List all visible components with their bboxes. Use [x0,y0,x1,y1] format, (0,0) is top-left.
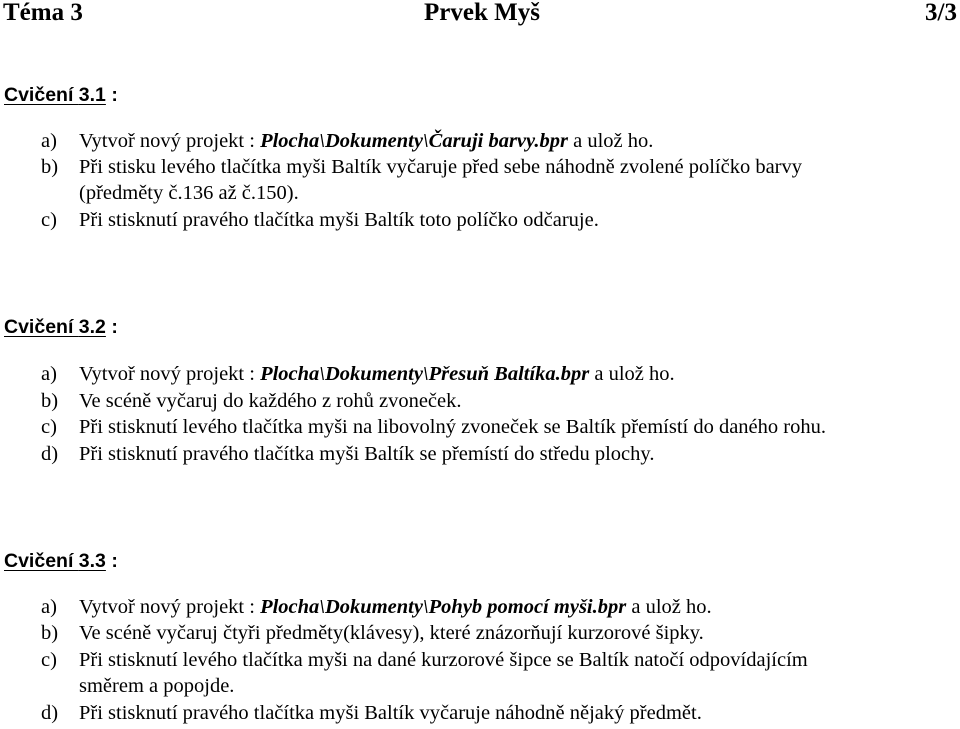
item-label: c) [41,649,57,671]
item-label: c) [41,209,57,231]
item-label: b) [41,622,59,644]
exercise-heading-3-1: Cvičení 3.1 : [4,84,118,106]
item-text: Při stisknutí pravého tlačítka myši Baltík toto políčko odčaruje. [79,209,599,231]
project-path: Plocha\Dokumenty\ [260,363,429,385]
item-text: Při stisknutí pravého tlačítka myši Baltík se přemístí do středu plochy. [79,443,655,465]
item-text: Vytvoř nový projekt : Plocha\Dokumenty\Čaruji barvy.bpr a ulož ho. [79,130,654,152]
item-text: Při stisknutí pravého tlačítka myši Baltík vyčaruje náhodně nějaký předmět. [79,702,702,724]
item-label: d) [41,702,59,724]
item-text: Při stisknutí levého tlačítka myši na dané kurzorové šipce se Baltík natočí odpovídajícím [79,649,808,671]
exercise-3-1-item-b-continuation: (předměty č.136 až č.150). [79,182,299,204]
exercise-heading-3-3: Cvičení 3.3 : [4,550,118,572]
item-text: Při stisku levého tlačítka myši Baltík vyčaruje před sebe náhodně zvolené políčko barvy [79,156,802,178]
project-file: Přesuň Baltíka.bpr [428,363,590,385]
item-label: c) [41,416,57,438]
item-text: Vytvoř nový projekt : Plocha\Dokumenty\Pohyb pomocí myši.bpr a ulož ho. [79,596,712,618]
item-label: a) [41,130,57,152]
header-topic: Téma 3 [3,0,83,26]
item-label: b) [41,390,59,412]
project-path: Plocha\Dokumenty\ [260,596,429,618]
project-file: Pohyb pomocí myši.bpr [428,596,627,618]
item-label: d) [41,443,59,465]
item-label: b) [41,156,59,178]
item-label: a) [41,363,57,385]
item-text: Ve scéně vyčaruj do každého z rohů zvoneček. [79,390,462,412]
project-file: Čaruji barvy.bpr [428,130,568,152]
page-header [0,0,960,28]
exercise-heading-3-2: Cvičení 3.2 : [4,316,118,338]
header-title: Prvek Myš [424,0,540,26]
item-text: Ve scéně vyčaruj čtyři předměty(klávesy), které znázorňují kurzorové šipky. [79,622,704,644]
header-page-number: 3/3 [925,0,957,26]
project-path: Plocha\Dokumenty\ [260,130,429,152]
item-text: Při stisknutí levého tlačítka myši na libovolný zvoneček se Baltík přemístí do daného rohu. [79,416,826,438]
exercise-3-3-item-c-continuation: směrem a popojde. [79,675,235,697]
item-label: a) [41,596,57,618]
item-text: Vytvoř nový projekt : Plocha\Dokumenty\Přesuň Baltíka.bpr a ulož ho. [79,363,675,385]
